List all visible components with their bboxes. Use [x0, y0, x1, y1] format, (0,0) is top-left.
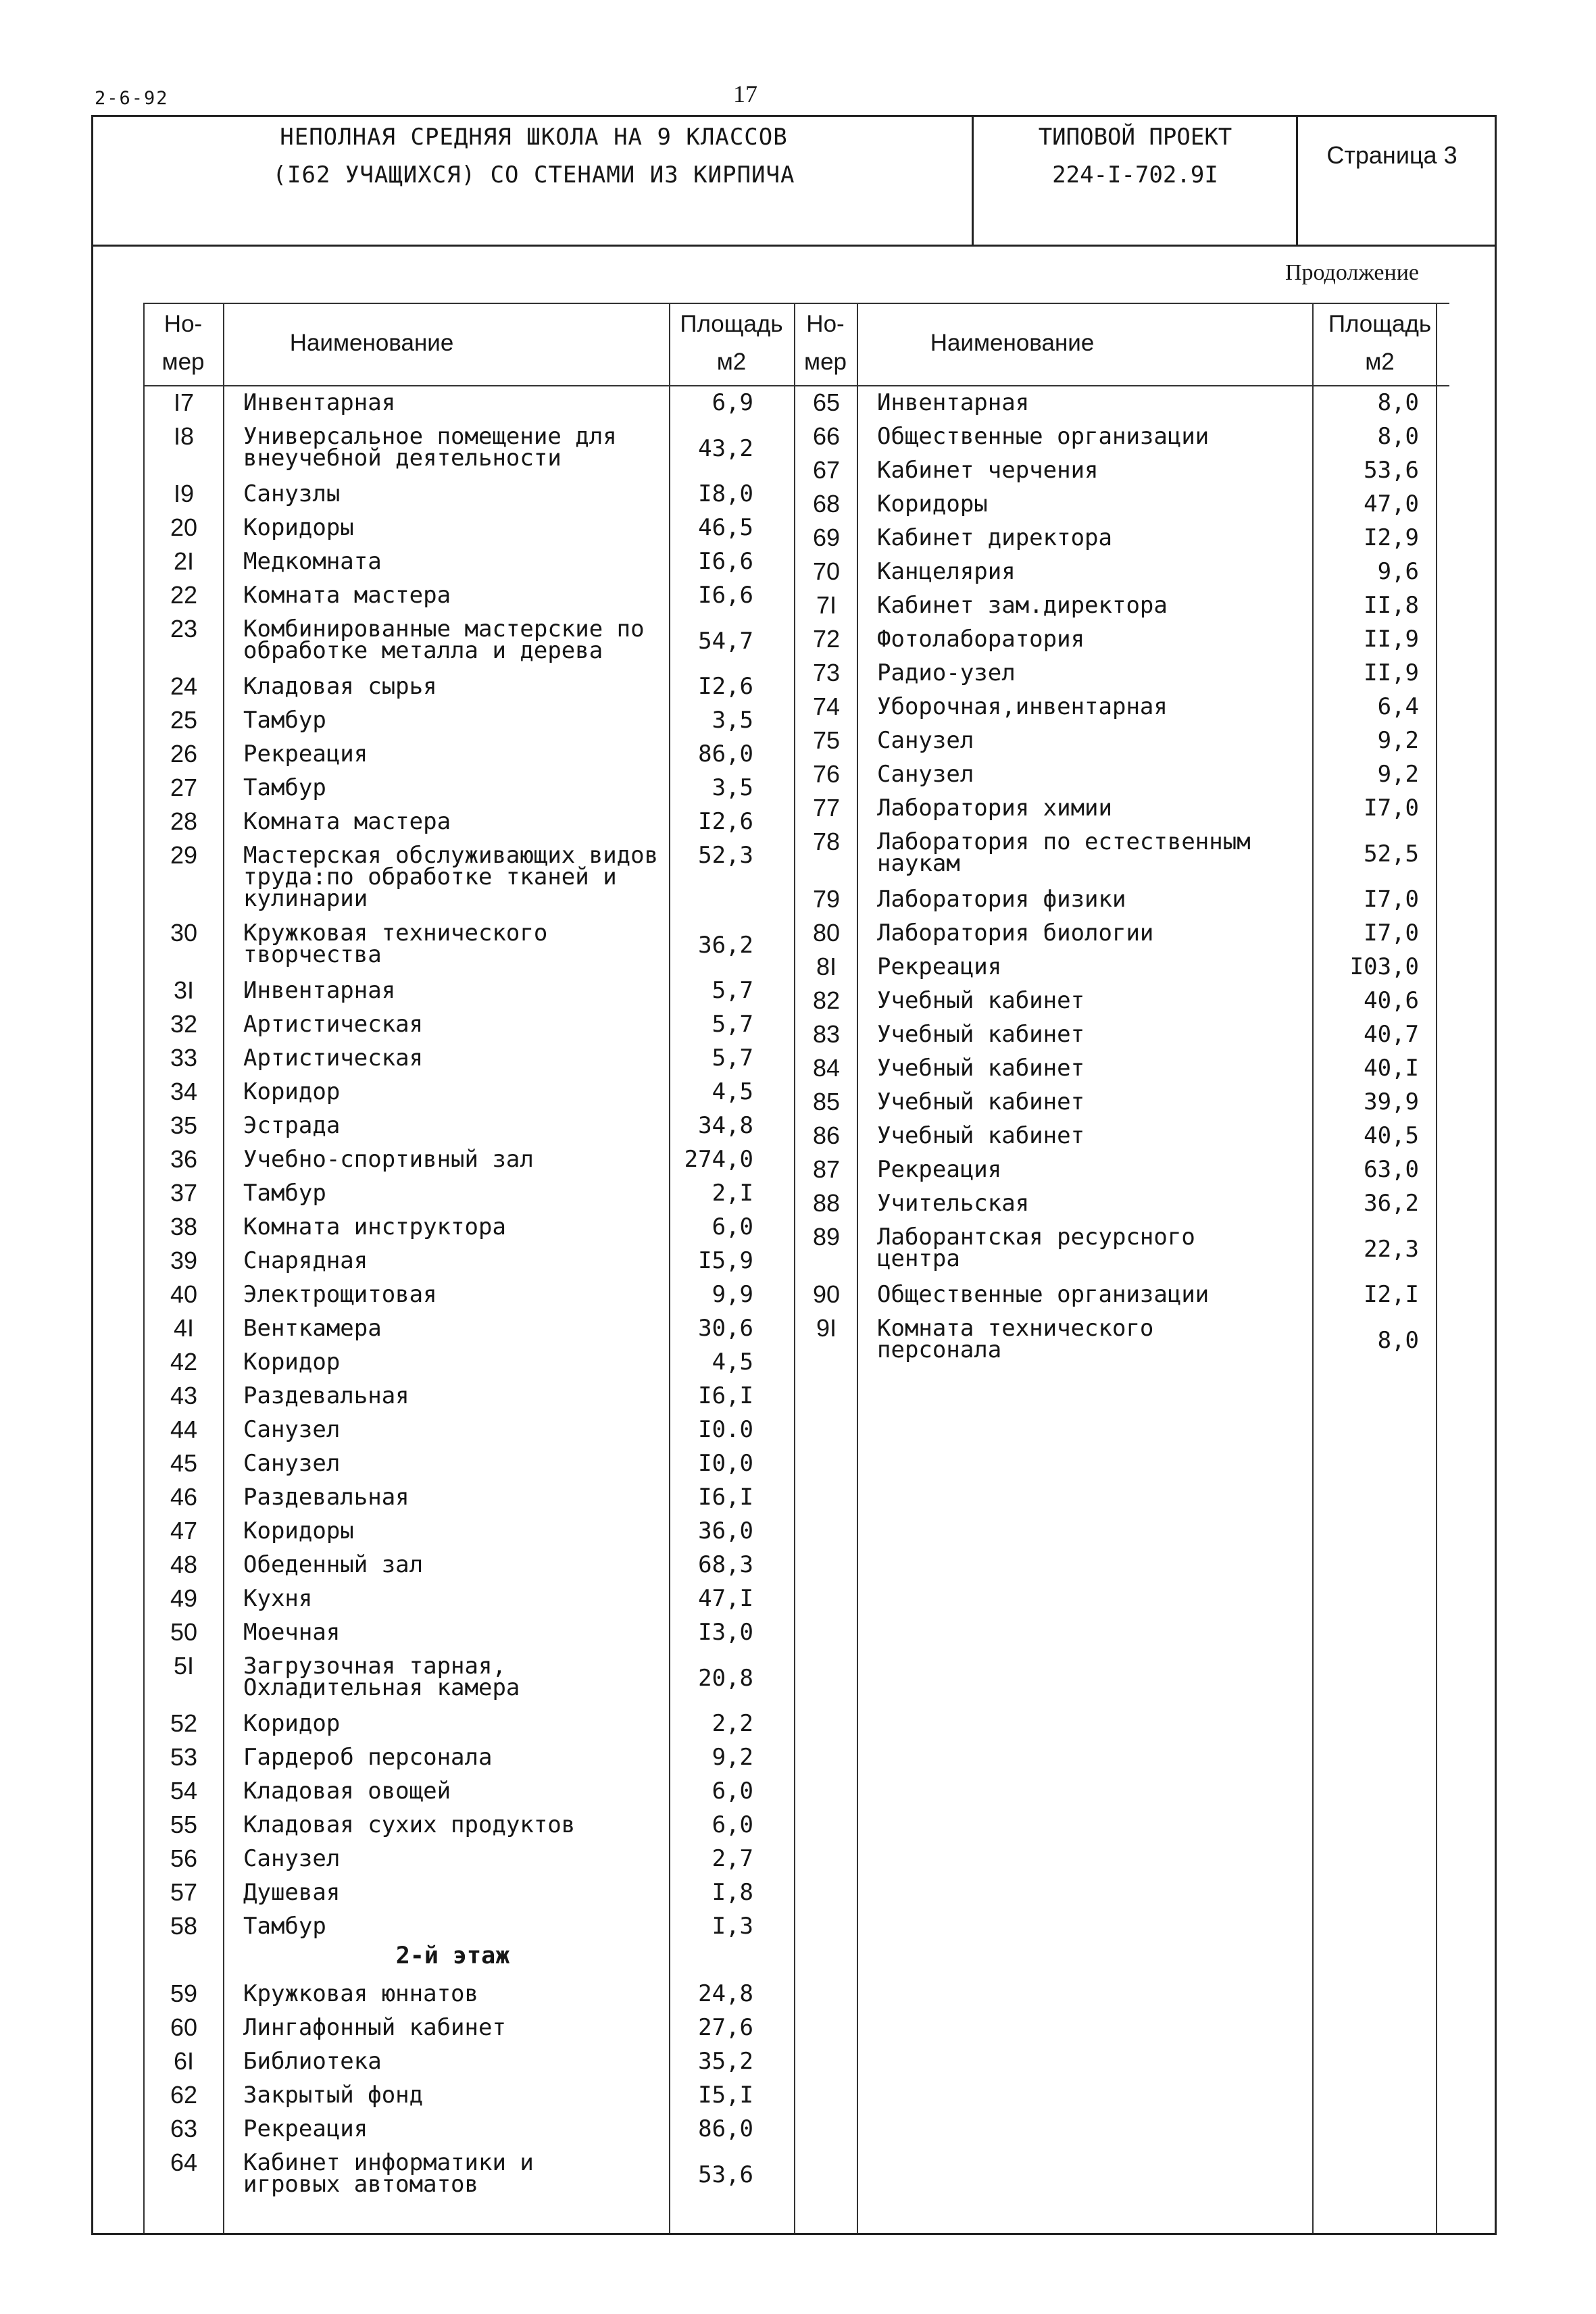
room-number: 75: [812, 726, 841, 754]
room-name: Учебный кабинет: [877, 1055, 1085, 1082]
room-name: Кабинет директора: [877, 524, 1112, 551]
room-area: 40,6: [1364, 987, 1419, 1014]
room-area: I2,6: [698, 808, 753, 835]
room-name: Раздевальная: [243, 1484, 409, 1511]
room-number: 6I: [173, 2047, 195, 2075]
room-number: 43: [170, 1382, 198, 1409]
room-name: Кладовая сухих продуктов: [243, 1811, 576, 1838]
room-name: Учебный кабинет: [877, 987, 1085, 1014]
room-name: Артистическая: [243, 1045, 424, 1072]
room-area: II,8: [1364, 592, 1419, 619]
room-area: 53,6: [698, 2161, 753, 2188]
room-area: 9,2: [1377, 761, 1419, 788]
room-name: Универсальное помещение для внеучебной деятельности: [243, 423, 617, 472]
room-name: Санузлы: [243, 480, 341, 507]
room-name: Лаборантская ресурсного центра: [877, 1224, 1195, 1272]
room-area: I,8: [712, 1879, 753, 1906]
room-number: 27: [170, 774, 198, 801]
room-number: 62: [170, 2081, 198, 2109]
room-area: 2,I: [712, 1180, 753, 1207]
room-name: Тамбур: [243, 707, 326, 734]
header-num-line1: Но-: [164, 311, 203, 337]
room-area: 24,8: [698, 1980, 753, 2007]
room-number: I7: [173, 388, 195, 416]
room-area: II,9: [1364, 659, 1419, 686]
page-number: 17: [733, 80, 757, 107]
frame-top-line: [91, 115, 1497, 117]
header-area-line1: Площадь: [680, 311, 783, 337]
header-area-right: [1312, 305, 1447, 381]
table-header-bottom-line: [143, 385, 1449, 386]
room-name: Электрощитовая: [243, 1281, 437, 1308]
room-name: Коридор: [243, 1349, 341, 1376]
room-area: 4,5: [712, 1078, 753, 1105]
room-name: Рекреация: [877, 1156, 1002, 1183]
room-number: 42: [170, 1348, 198, 1376]
frame-left-line: [91, 115, 93, 2235]
title-line-1: НЕПОЛНАЯ СРЕДНЯЯ ШКОЛА НА 9 КЛАССОВ: [280, 124, 788, 151]
room-area: 63,0: [1364, 1156, 1419, 1183]
room-name: Учебный кабинет: [877, 1021, 1085, 1048]
room-name: Рекреация: [243, 2115, 368, 2142]
room-name: Лаборатория химии: [877, 795, 1112, 822]
room-name: Санузел: [243, 1416, 341, 1443]
room-name: Коридоры: [243, 514, 354, 541]
room-area: 47,I: [698, 1585, 753, 1612]
room-name: Инвентарная: [243, 977, 396, 1004]
room-name: Лингафонный кабинет: [243, 2014, 506, 2041]
room-area: 3,5: [712, 774, 753, 801]
room-area: 6,0: [712, 1811, 753, 1838]
room-number: 79: [812, 885, 841, 913]
room-name: Закрытый фонд: [243, 2082, 424, 2109]
room-name: Кружковая юннатов: [243, 1980, 478, 2007]
room-name: Комната мастера: [243, 582, 451, 609]
room-area: 6,0: [712, 1213, 753, 1240]
project-line-2: 224-I-702.9I: [1052, 161, 1218, 188]
room-area: I0.0: [698, 1416, 753, 1443]
room-name: Комната технического персонала: [877, 1315, 1154, 1363]
room-number: 46: [170, 1483, 198, 1511]
room-area: 54,7: [698, 628, 753, 655]
room-number: 3I: [173, 976, 195, 1004]
room-name: Санузел: [243, 1450, 341, 1477]
project-line-1: ТИПОВОЙ ПРОЕКТ: [1038, 124, 1232, 151]
room-number: 37: [170, 1179, 198, 1207]
col-line-2: [223, 303, 224, 2233]
room-number: 47: [170, 1517, 198, 1544]
room-number: 84: [812, 1054, 841, 1082]
room-number: 67: [812, 456, 841, 484]
room-name: Инвентарная: [243, 389, 396, 416]
room-area: 2,2: [712, 1710, 753, 1737]
room-area: I3,0: [698, 1619, 753, 1646]
room-area: I7,0: [1364, 920, 1419, 947]
room-area: 40,5: [1364, 1122, 1419, 1149]
room-number: 63: [170, 2115, 198, 2142]
room-area: 40,7: [1364, 1021, 1419, 1048]
room-area: 46,5: [698, 514, 753, 541]
room-area: 6,9: [712, 389, 753, 416]
room-area: 9,2: [1377, 727, 1419, 754]
room-number: 34: [170, 1078, 198, 1105]
col-line-1: [143, 303, 145, 2233]
room-number: 36: [170, 1145, 198, 1173]
room-number: 24: [170, 672, 198, 700]
room-number: 59: [170, 1980, 198, 2007]
room-number: 23: [170, 615, 198, 643]
room-number: 74: [812, 693, 841, 720]
room-area: 5,7: [712, 977, 753, 1004]
title-line-2: (I62 УЧАЩИХСЯ) СО СТЕНАМИ ИЗ КИРПИЧА: [272, 161, 795, 188]
room-number: 88: [812, 1189, 841, 1217]
room-number: 89: [812, 1223, 841, 1251]
room-number: 54: [170, 1777, 198, 1805]
room-area: 8,0: [1377, 423, 1419, 450]
sheet-label: Страница 3: [1326, 141, 1457, 169]
room-area: I5,9: [698, 1247, 753, 1274]
room-name: Радио-узел: [877, 659, 1016, 686]
room-number: 72: [812, 625, 841, 653]
room-area: 4,5: [712, 1349, 753, 1376]
room-number: 25: [170, 706, 198, 734]
room-number: 49: [170, 1584, 198, 1612]
room-name: Комбинированные мастерские по обработке металла и дерева: [243, 615, 645, 664]
room-area: 8,0: [1377, 1327, 1419, 1354]
room-number: 4I: [173, 1314, 195, 1342]
room-area: I,3: [712, 1913, 753, 1940]
room-name: Комната мастера: [243, 808, 451, 835]
room-area: I7,0: [1364, 795, 1419, 822]
room-number: 48: [170, 1551, 198, 1578]
room-number: 82: [812, 986, 841, 1014]
room-name: Комната инструктора: [243, 1213, 506, 1240]
room-name: Санузел: [877, 727, 974, 754]
document-title: [95, 118, 973, 194]
room-name: Уборочная,инвентарная: [877, 693, 1168, 720]
room-area: 34,8: [698, 1112, 753, 1139]
room-number: 9I: [816, 1314, 837, 1342]
room-number: 60: [170, 2013, 198, 2041]
header-name-right: Наименование: [930, 330, 1095, 356]
room-name: Лаборатория биологии: [877, 920, 1154, 947]
room-name: Общественные организации: [877, 1281, 1210, 1308]
room-number: 35: [170, 1111, 198, 1139]
room-area: 9,2: [712, 1744, 753, 1771]
room-area: 68,3: [698, 1551, 753, 1578]
header-num-right: [794, 305, 857, 381]
room-area: I7,0: [1364, 886, 1419, 913]
room-name: Раздевальная: [243, 1382, 409, 1409]
room-name: Тамбур: [243, 774, 326, 801]
room-area: 86,0: [698, 740, 753, 768]
room-area: I5,I: [698, 2082, 753, 2109]
room-number: 68: [812, 490, 841, 518]
room-area: 30,6: [698, 1315, 753, 1342]
room-area: I0,0: [698, 1450, 753, 1477]
room-number: 55: [170, 1811, 198, 1838]
room-name: Библиотека: [243, 2048, 382, 2075]
header-num-line2: мер: [161, 349, 205, 375]
room-number: 32: [170, 1010, 198, 1038]
room-number: 2I: [173, 547, 195, 575]
room-number: 8I: [816, 953, 837, 980]
room-name: Кухня: [243, 1585, 313, 1612]
room-number: I8: [173, 422, 195, 450]
room-number: 45: [170, 1449, 198, 1477]
room-number: 53: [170, 1743, 198, 1771]
room-area: 47,0: [1364, 491, 1419, 518]
room-number: 87: [812, 1155, 841, 1183]
room-name: Душевая: [243, 1879, 341, 1906]
room-name: Учебный кабинет: [877, 1088, 1085, 1115]
room-number: 77: [812, 794, 841, 822]
room-number: 78: [812, 828, 841, 855]
room-name: Загрузочная тарная, Охладительная камера: [243, 1653, 520, 1701]
room-area: 53,6: [1364, 457, 1419, 484]
room-number: 80: [812, 919, 841, 947]
room-name: Канцелярия: [877, 558, 1016, 585]
header-area-line2: м2: [716, 349, 747, 375]
room-area: 27,6: [698, 2014, 753, 2041]
room-number: 52: [170, 1709, 198, 1737]
room-number: 57: [170, 1878, 198, 1906]
room-name: Снарядная: [243, 1247, 368, 1274]
room-name: Моечная: [243, 1619, 341, 1646]
col-line-7: [1436, 303, 1437, 2233]
room-name: Кружковая технического творчества: [243, 920, 548, 968]
room-area: I6,I: [698, 1484, 753, 1511]
room-number: 69: [812, 524, 841, 551]
table-top-line: [143, 303, 1449, 304]
room-name: Кладовая сырья: [243, 673, 437, 700]
room-name: Кабинет информатики и игровых автоматов: [243, 2149, 534, 2198]
col-line-6: [1312, 303, 1314, 2233]
project-code: [973, 118, 1297, 194]
room-name: Фотолаборатория: [877, 626, 1085, 653]
room-number: 30: [170, 919, 198, 947]
room-number: 26: [170, 740, 198, 768]
room-number: 50: [170, 1618, 198, 1646]
room-name: Рекреация: [877, 953, 1002, 980]
continued-label: Продолжение: [1285, 260, 1419, 285]
header-num-line2-r: мер: [804, 349, 847, 375]
room-area: I2,I: [1364, 1281, 1419, 1308]
room-area: 86,0: [698, 2115, 753, 2142]
room-area: 43,2: [698, 435, 753, 462]
room-area: I2,9: [1364, 524, 1419, 551]
header-name-left: Наименование: [289, 330, 454, 356]
document-code: 2-6-92: [95, 88, 169, 109]
room-area: 9,6: [1377, 558, 1419, 585]
room-number: 56: [170, 1844, 198, 1872]
room-area: 35,2: [698, 2048, 753, 2075]
room-name: Коридоры: [877, 491, 988, 518]
room-area: 52,5: [1364, 840, 1419, 867]
room-name: Санузел: [243, 1845, 341, 1872]
room-number: 40: [170, 1280, 198, 1308]
room-name: Учебно-спортивный зал: [243, 1146, 534, 1173]
room-area: II,9: [1364, 626, 1419, 653]
room-name: Медкомната: [243, 548, 382, 575]
room-area: I2,6: [698, 673, 753, 700]
room-number: 20: [170, 513, 198, 541]
room-name: Коридор: [243, 1710, 341, 1737]
header-num-left: [143, 305, 223, 381]
room-number: 33: [170, 1044, 198, 1072]
room-area: 36,2: [698, 932, 753, 959]
room-area: 274,0: [684, 1146, 753, 1173]
room-name: Кабинет зам.директора: [877, 592, 1168, 619]
room-name: Артистическая: [243, 1011, 424, 1038]
room-area: 20,8: [698, 1665, 753, 1692]
header-area-line1-r: Площадь: [1328, 311, 1432, 337]
header-num-line1-r: Но-: [806, 311, 845, 337]
room-area: 6,4: [1377, 693, 1419, 720]
room-area: I6,6: [698, 582, 753, 609]
room-number: 58: [170, 1912, 198, 1940]
room-number: 66: [812, 422, 841, 450]
room-name: Тамбур: [243, 1913, 326, 1940]
room-name: Учебный кабинет: [877, 1122, 1085, 1149]
room-area: 3,5: [712, 707, 753, 734]
room-area: I6,I: [698, 1382, 753, 1409]
room-area: 40,I: [1364, 1055, 1419, 1082]
header-area-line2-r: м2: [1365, 349, 1395, 375]
room-number: 22: [170, 581, 198, 609]
room-name: Гардероб персонала: [243, 1744, 493, 1771]
room-number: 38: [170, 1213, 198, 1240]
room-area: 22,3: [1364, 1236, 1419, 1263]
room-number: 86: [812, 1122, 841, 1149]
room-area: 52,3: [698, 842, 753, 869]
room-name: Эстрада: [243, 1112, 341, 1139]
room-name: Кладовая овощей: [243, 1778, 451, 1805]
room-number: 83: [812, 1020, 841, 1048]
room-area: 6,0: [712, 1778, 753, 1805]
floor-2-label: 2-й этаж: [395, 1942, 510, 1969]
room-area: 8,0: [1377, 389, 1419, 416]
room-area: 2,7: [712, 1845, 753, 1872]
room-number: 28: [170, 807, 198, 835]
room-name: Санузел: [877, 761, 974, 788]
room-name: Мастерская обслуживающих видов труда:по обработке тканей и кулинарии: [243, 842, 659, 912]
frame-bottom-line: [91, 2233, 1497, 2235]
room-number: 65: [812, 388, 841, 416]
room-number: 29: [170, 841, 198, 869]
room-name: Лаборатория физики: [877, 886, 1126, 913]
room-name: Кабинет черчения: [877, 457, 1099, 484]
room-area: I03,0: [1349, 953, 1419, 980]
room-number: 76: [812, 760, 841, 788]
room-area: 5,7: [712, 1011, 753, 1038]
room-number: 64: [170, 2148, 198, 2176]
room-number: 73: [812, 659, 841, 686]
frame-title-bottom-line: [91, 245, 1497, 247]
room-number: 70: [812, 557, 841, 585]
room-number: 85: [812, 1088, 841, 1115]
room-number: 5I: [173, 1652, 195, 1680]
room-area: 36,2: [1364, 1190, 1419, 1217]
room-name: Лаборатория по естественным наукам: [877, 828, 1251, 877]
room-number: 44: [170, 1415, 198, 1443]
room-number: 39: [170, 1247, 198, 1274]
room-number: I9: [173, 480, 195, 507]
room-name: Тамбур: [243, 1180, 326, 1207]
room-area: I8,0: [698, 480, 753, 507]
room-area: 39,9: [1364, 1088, 1419, 1115]
col-line-4: [794, 303, 795, 2233]
room-name: Обеденный зал: [243, 1551, 424, 1578]
room-area: I6,6: [698, 548, 753, 575]
room-name: Венткамера: [243, 1315, 382, 1342]
col-line-5: [857, 303, 858, 2233]
room-name: Коридоры: [243, 1517, 354, 1544]
room-name: Рекреация: [243, 740, 368, 768]
room-name: Общественные организации: [877, 423, 1210, 450]
room-number: 90: [812, 1280, 841, 1308]
room-name: Инвентарная: [877, 389, 1030, 416]
header-area-left: [669, 305, 794, 381]
frame-right-line: [1495, 115, 1497, 2235]
room-name: Учительская: [877, 1190, 1030, 1217]
room-area: 36,0: [698, 1517, 753, 1544]
room-area: 5,7: [712, 1045, 753, 1072]
room-number: 7I: [816, 591, 837, 619]
room-area: 9,9: [712, 1281, 753, 1308]
room-name: Коридор: [243, 1078, 341, 1105]
